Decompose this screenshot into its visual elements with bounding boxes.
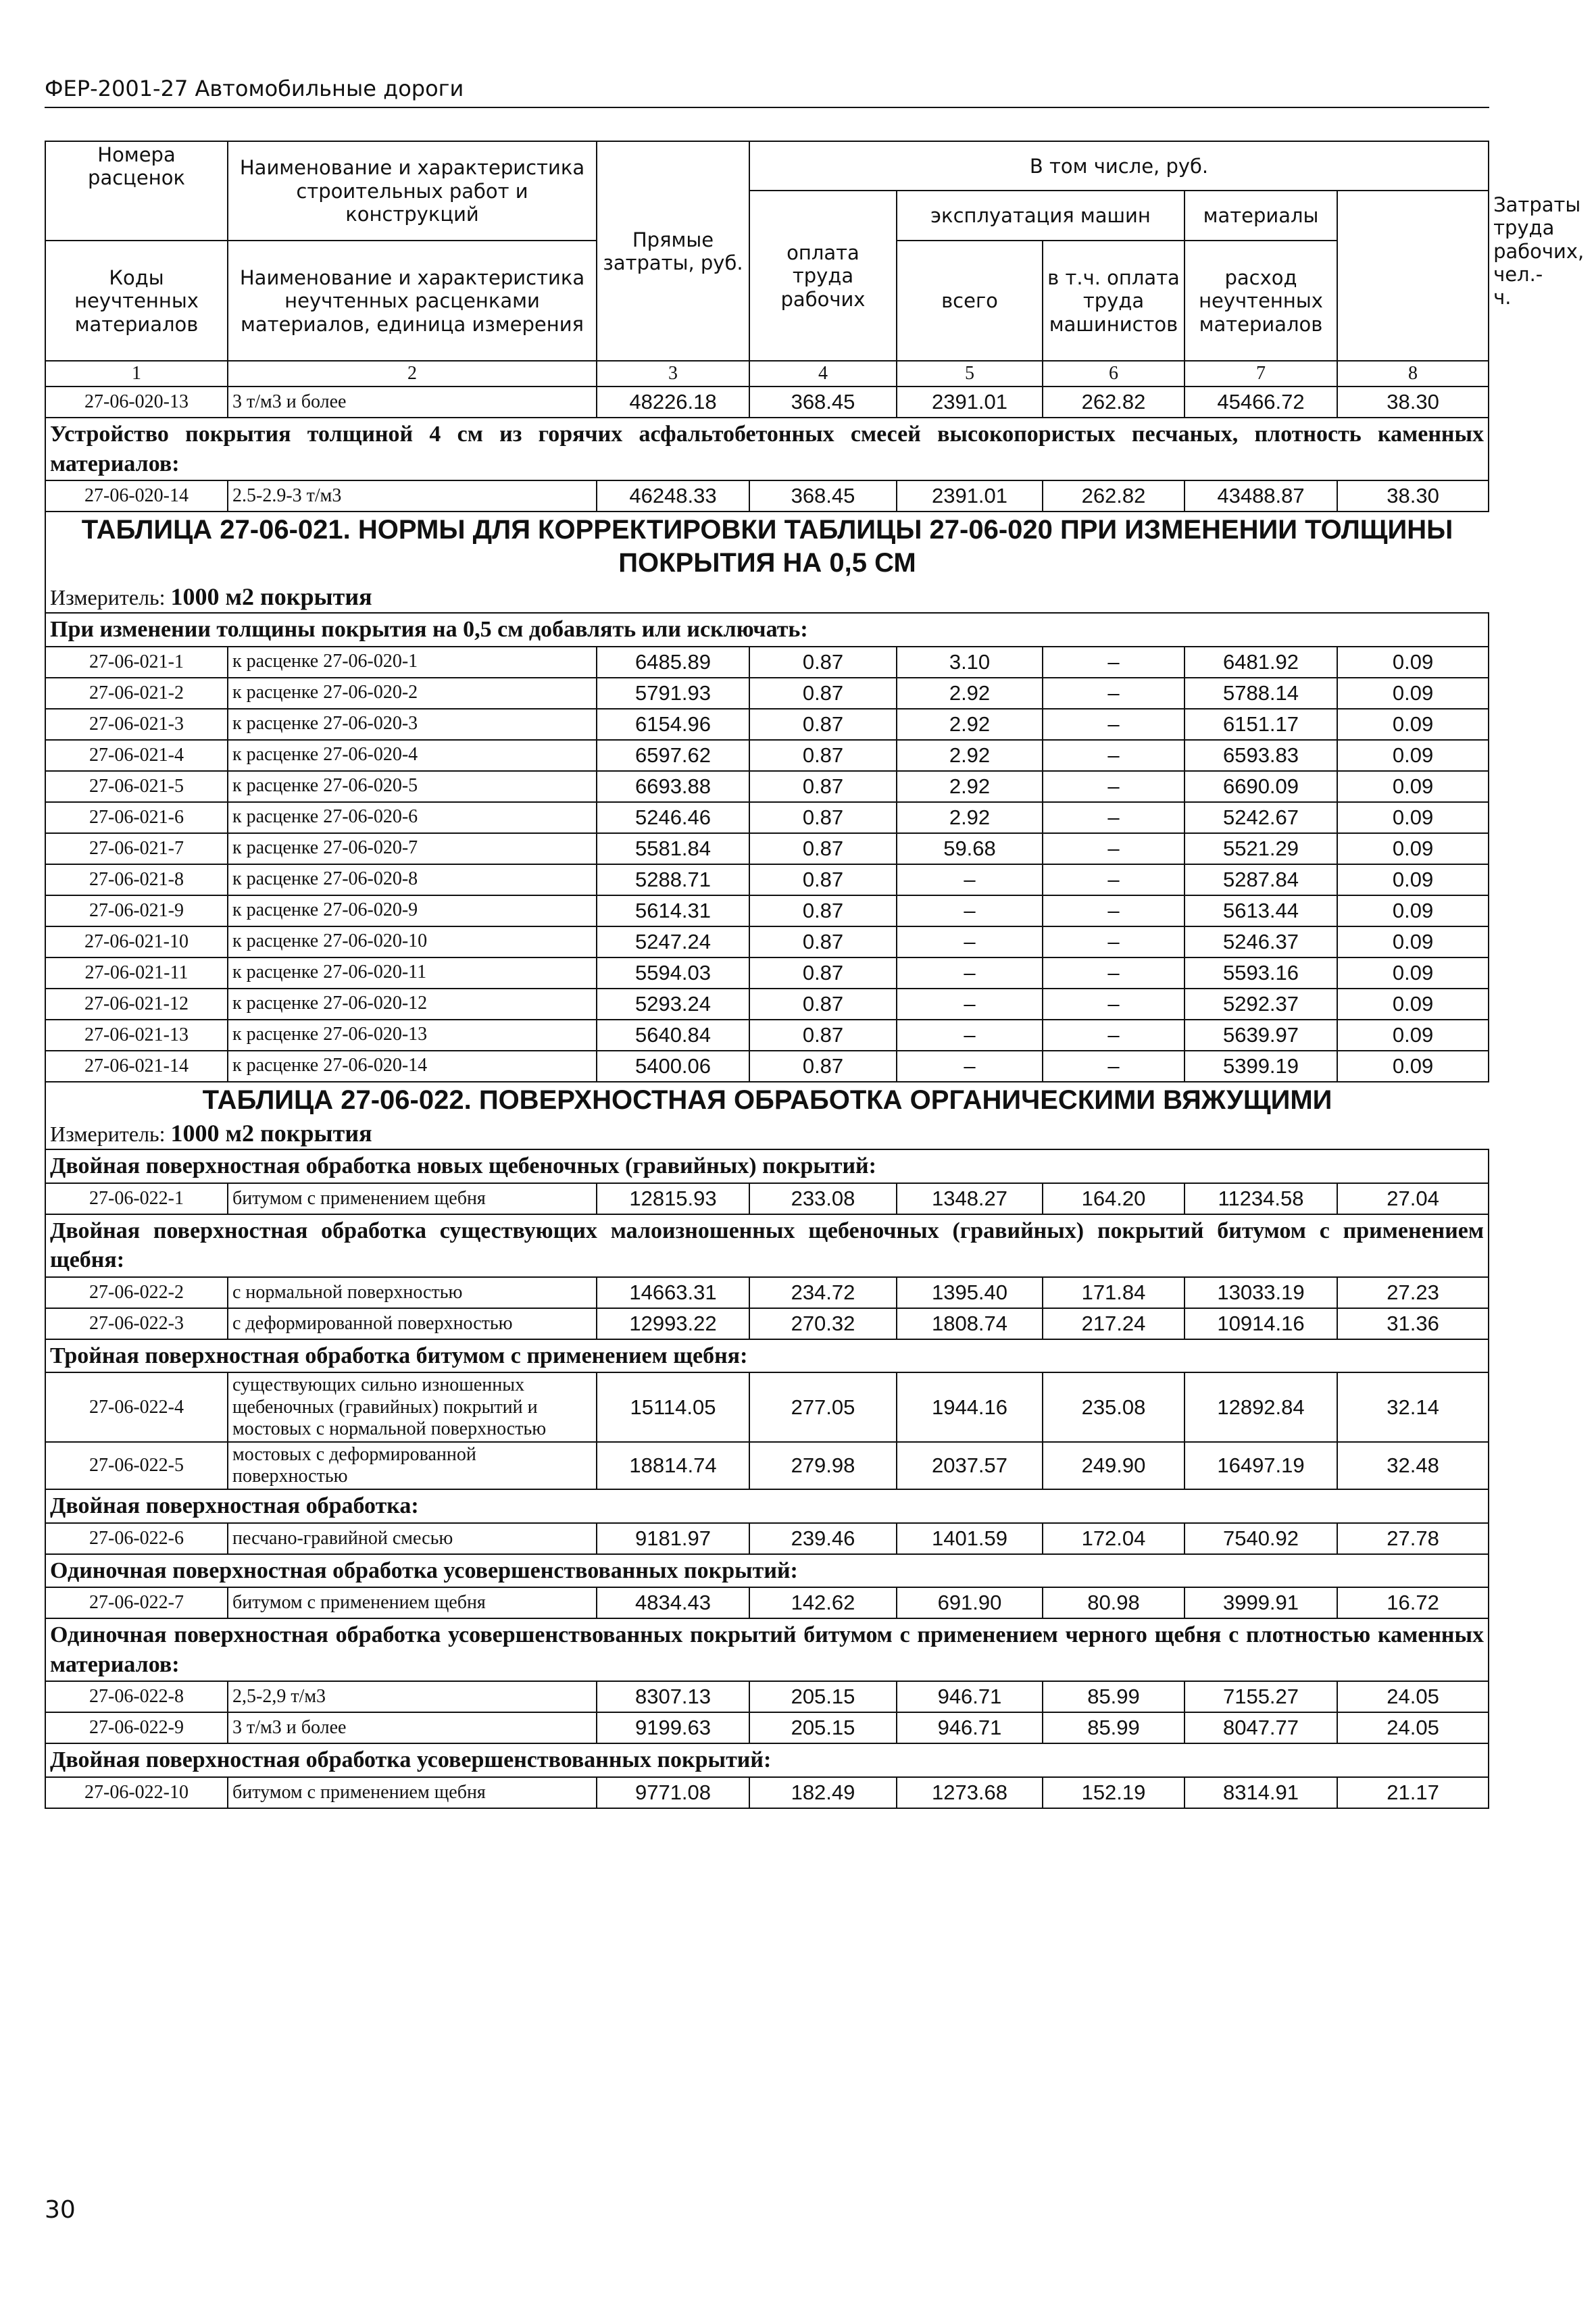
table-row [45, 1308, 1489, 1339]
col-machines-wages: в т.ч. оплата труда машинистов [1043, 241, 1184, 361]
table-row [45, 480, 1489, 512]
wages-cell: 368.45 [749, 387, 897, 418]
table-row [45, 771, 1489, 802]
rate-code: 27-06-021-9 [45, 895, 228, 926]
column-number: 6 [1043, 361, 1184, 387]
section-heading: Одиночная поверхностная обработка усовершенствованных покрытий: [45, 1554, 1489, 1588]
header-rule [45, 107, 1489, 108]
materials-cell: 13033.19 [1184, 1277, 1337, 1308]
col-code-spacer [45, 191, 228, 241]
wages-cell: 0.87 [749, 709, 897, 740]
machines-total-cell: 3.10 [897, 647, 1043, 678]
direct-costs-cell: 5594.03 [597, 957, 749, 989]
rate-code: 27-06-022-3 [45, 1308, 228, 1339]
rate-code: 27-06-021-8 [45, 864, 228, 895]
rate-description: к расценке 27-06-020-3 [228, 709, 597, 740]
machines-total-cell: – [897, 1051, 1043, 1082]
labor-cell: 0.09 [1337, 895, 1489, 926]
machines-total-cell: 946.71 [897, 1712, 1043, 1743]
rate-code: 27-06-022-6 [45, 1523, 228, 1554]
wages-cell: 142.62 [749, 1587, 897, 1618]
table-row [45, 957, 1489, 989]
machines-wages-cell: – [1043, 1051, 1184, 1082]
machines-total-cell: 1401.59 [897, 1523, 1043, 1554]
table-row [45, 864, 1489, 895]
section-heading-row [45, 1743, 1489, 1777]
machines-wages-cell: 80.98 [1043, 1587, 1184, 1618]
section-heading: Одиночная поверхностная обработка усовершенствованных покрытий битумом с применением черного щебня с плотностью каменных материалов: [45, 1618, 1489, 1681]
wages-cell: 0.87 [749, 1051, 897, 1082]
measure-label: Измеритель: [50, 1122, 166, 1147]
machines-total-cell: – [897, 1020, 1043, 1051]
wages-cell: 182.49 [749, 1777, 897, 1808]
labor-cell: 0.09 [1337, 833, 1489, 864]
rate-code: 27-06-021-14 [45, 1051, 228, 1082]
materials-cell: 5292.37 [1184, 989, 1337, 1020]
direct-costs-cell: 14663.31 [597, 1277, 749, 1308]
wages-cell: 270.32 [749, 1308, 897, 1339]
machines-total-cell: 2.92 [897, 771, 1043, 802]
machines-total-cell: 946.71 [897, 1681, 1043, 1712]
rate-code: 27-06-021-11 [45, 957, 228, 989]
table-title: ТАБЛИЦА 27-06-022. ПОВЕРХНОСТНАЯ ОБРАБОТКА ОРГАНИЧЕСКИМИ ВЯЖУЩИМИ [45, 1082, 1489, 1118]
rate-code: 27-06-022-4 [45, 1372, 228, 1442]
direct-costs-cell: 9199.63 [597, 1712, 749, 1743]
labor-cell: 0.09 [1337, 1051, 1489, 1082]
table-row [45, 1681, 1489, 1712]
rate-code: 27-06-022-9 [45, 1712, 228, 1743]
labor-cell: 21.17 [1337, 1777, 1489, 1808]
rate-description: к расценке 27-06-020-14 [228, 1051, 597, 1082]
machines-wages-cell: – [1043, 1020, 1184, 1051]
materials-cell: 11234.58 [1184, 1183, 1337, 1214]
labor-cell: 27.23 [1337, 1277, 1489, 1308]
rate-code: 27-06-021-6 [45, 802, 228, 833]
wages-cell: 205.15 [749, 1712, 897, 1743]
rate-description: битумом с применением щебня [228, 1777, 597, 1808]
col-machines-group: эксплуатация машин [897, 191, 1184, 241]
machines-wages-cell: 164.20 [1043, 1183, 1184, 1214]
rates-table: Номера расценок Наименование и характеристика строительных работ и конструкций Прямые затраты, руб. В том числе, руб. Затраты труда рабочих, чел.-ч. оплата труда рабочих эксплуатация машин материалы Коды неучтенных материалов Наименование и характеристика неучтенных расценками материалов, единица измерения всего в т.ч. оплата труда машинистов расход неучтенных материалов 1 2 3 4 5 6 7 8 27-06-020-13 3 т/м3 и более 48226.18 368.45 2391.01 262.82 45466.72 38.30 Устройство покрытия толщиной 4 см из горячих асфальтобетонных смесей высокопористых песчаных, плотность каменных материалов: 27-06-020-14 2.5-2.9-3 т/м3 46248.33 368.45 2391.01 262.82 43488.87 38.30 ТАБЛИЦА 27-06-021. НОРМЫ ДЛЯ КОРРЕКТИРОВКИ ТАБЛИЦЫ 27-06-020 ПРИ ИЗМЕНЕНИИ ТОЛЩИНЫ ПОКРЫТИЯ НА 0,5 СМ Измеритель: 1000 м2 покрытия При изменении толщины покрытия на 0,5 см добавлять или исключать: 27-06-021-1 к расценке 27-06-020-1 6485.89 0.87 3.10 – 6481.92 0.09 27-06-021-2 к расценке 27-06-020-2 5791.93 0.87 2.92 – 5788.14 0.09 27-06-021-3 к расценке 27-06-020-3 6154.96 0.87 2.92 – 6151.17 0.09 27-06-021-4 к расценке 27-06-020-4 6597.62 0.87 2.92 – 6593.83 0.09 27-06-021-5 к расценке 27-06-020-5 6693.88 0.87 2.92 – 6690.09 0.09 27-06-021-6 к расценке 27-06-020-6 5246.46 0.87 2.92 – 5242.67 0.09 27-06-021-7 к расценке 27-06-020-7 5581.84 0.87 59.68 – 5521.29 0.09 27-06-021-8 к расценке 27-06-020-8 5288.71 0.87 – – 5287.84 0.09 27-06-021-9 к расценке 27-06-020-9 5614.31 0.87 – – 5613.44 0.09 27-06-021-10 к расценке 27-06-020-10 5247.24 0.87 – – 5246.37 0.09 27-06-021-11 к расценке 27-06-020-11 5594.03 0.87 – – 5593.16 0.09 27-06-021-12 к расценке 27-06-020-12 5293.24 0.87 – – 5292.37 0.09 27-06-021-13 к расценке 27-06-020-13 5640.84 0.87 – – 5639.97 0.09 27-06-021-14 к расценке 27-06-020-14 5400.06 0.87 – – 5399.19 0.09 ТАБЛИЦА 27-06-022. ПОВЕРХНОСТНАЯ ОБРАБОТКА ОРГАНИЧЕСКИМИ ВЯЖУЩИМИ Измеритель: 1000 м2 покрытия Двойная поверхностная обработка новых щебеночных (гравийных) покрытий: 27-06-022-1 битумом с применением щебня 12815.93 233.08 1348.27 164.20 11234.58 27.04 Двойная поверхностная обработка существующих малоизношенных щебеночных (гравийных) покрытий битумом с применением щебня: 27-06-022-2 с нормальной поверхностью 14663.31 234.72 1395.40 171.84 13033.19 27.23 27-06-022-3 с деформированной поверхностью 12993.22 270.32 1808.74 217.24 10914.16 31.36 Тройная поверхностная обработка битумом с применением щебня: 27-06-022-4 существующих сильно изношенных щебеночных (гравийных) покрытий и мостовых с нормальной поверхностью 15114.05 277.05 1944.16 235.08 12892.84 32.14 27-06-022-5 мостовых с деформированной поверхностью 18814.74 279.98 2037.57 249.90 16497.19 32.48 Двойная поверхностная обработка: 27-06-022-6 песчано-гравийной смесью 9181.97 239.46 1401.59 172.04 7540.92 27.78 Одиночная поверхностная обработка усовершенствованных покрытий: 27-06-022-7 битумом с применением щебня 4834.43 142.62 691.90 80.98 3999.91 16.72 Одиночная поверхностная обработка усовершенствованных покрытий битумом с применением черного щебня с плотностью каменных материалов: 27-06-022-8 2,5-2,9 т/м3 8307.13 205.15 946.71 85.99 7155.27 24.05 27-06-022-9 3 т/м3 и более 9199.63 205.15 946.71 85.99 8047.77 24.05 Двойная поверхностная обработка усовершенствованных покрытий: 27-06-022-10 битумом с применением щебня 9771.08 182.49 1273.68 152.19 8314.91 21.17 [45, 141, 1489, 1809]
section-heading-row [45, 613, 1489, 647]
column-number: 3 [597, 361, 749, 387]
rate-description: 3 т/м3 и более [228, 387, 597, 418]
wages-cell: 0.87 [749, 957, 897, 989]
rate-description: битумом с применением щебня [228, 1183, 597, 1214]
direct-costs-cell: 46248.33 [597, 480, 749, 512]
col-materials-unaccounted: расход неучтенных материалов [1184, 241, 1337, 361]
machines-wages-cell: – [1043, 895, 1184, 926]
machines-total-cell: – [897, 926, 1043, 957]
wages-cell: 0.87 [749, 740, 897, 771]
direct-costs-cell: 9181.97 [597, 1523, 749, 1554]
direct-costs-cell: 18814.74 [597, 1442, 749, 1489]
section-heading: Двойная поверхностная обработка усовершенствованных покрытий: [45, 1743, 1489, 1777]
rate-description: к расценке 27-06-020-1 [228, 647, 597, 678]
labor-cell: 0.09 [1337, 864, 1489, 895]
table-body [45, 387, 1489, 1808]
section-heading-row [45, 1554, 1489, 1588]
rate-description: битумом с применением щебня [228, 1587, 597, 1618]
wages-cell: 0.87 [749, 802, 897, 833]
materials-cell: 5613.44 [1184, 895, 1337, 926]
table-row [45, 895, 1489, 926]
machines-wages-cell: – [1043, 864, 1184, 895]
col-materials-group: материалы [1184, 191, 1337, 241]
rate-description: с деформированной поверхностью [228, 1308, 597, 1339]
machines-total-cell: 1944.16 [897, 1372, 1043, 1442]
materials-cell: 6481.92 [1184, 647, 1337, 678]
machines-wages-cell: – [1043, 740, 1184, 771]
column-number: 1 [45, 361, 228, 387]
machines-total-cell: – [897, 895, 1043, 926]
machines-wages-cell: – [1043, 833, 1184, 864]
table-row [45, 1777, 1489, 1808]
labor-cell: 0.09 [1337, 771, 1489, 802]
table-row [45, 1587, 1489, 1618]
labor-cell: 0.09 [1337, 926, 1489, 957]
rate-code: 27-06-021-2 [45, 678, 228, 709]
col-name-bottom: Наименование и характеристика неучтенных расценками материалов, единица измерения [228, 241, 597, 361]
materials-cell: 5246.37 [1184, 926, 1337, 957]
direct-costs-cell: 5581.84 [597, 833, 749, 864]
wages-cell: 234.72 [749, 1277, 897, 1308]
table-title-row [45, 512, 1489, 581]
materials-cell: 8314.91 [1184, 1777, 1337, 1808]
labor-cell: 32.48 [1337, 1442, 1489, 1489]
table-title: ТАБЛИЦА 27-06-021. НОРМЫ ДЛЯ КОРРЕКТИРОВКИ ТАБЛИЦЫ 27-06-020 ПРИ ИЗМЕНЕНИИ ТОЛЩИНЫ ПОКРЫТИЯ НА 0,5 СМ [45, 512, 1489, 581]
labor-cell: 0.09 [1337, 678, 1489, 709]
machines-total-cell: 2037.57 [897, 1442, 1043, 1489]
labor-cell: 0.09 [1337, 989, 1489, 1020]
rate-description: песчано-гравийной смесью [228, 1523, 597, 1554]
rate-code: 27-06-021-1 [45, 647, 228, 678]
table-row [45, 387, 1489, 418]
rate-description: к расценке 27-06-020-7 [228, 833, 597, 864]
measure-label: Измеритель: [50, 585, 166, 610]
machines-wages-cell: – [1043, 802, 1184, 833]
materials-cell: 5788.14 [1184, 678, 1337, 709]
rate-code: 27-06-021-5 [45, 771, 228, 802]
rate-description: к расценке 27-06-020-10 [228, 926, 597, 957]
table-title-row [45, 1082, 1489, 1118]
machines-wages-cell: – [1043, 709, 1184, 740]
table-row [45, 1277, 1489, 1308]
machines-wages-cell: 85.99 [1043, 1712, 1184, 1743]
wages-cell: 0.87 [749, 895, 897, 926]
table-row [45, 1712, 1489, 1743]
machines-total-cell: 691.90 [897, 1587, 1043, 1618]
labor-cell: 24.05 [1337, 1681, 1489, 1712]
machines-total-cell: 2391.01 [897, 387, 1043, 418]
section-heading-row [45, 1618, 1489, 1681]
table-row [45, 709, 1489, 740]
materials-cell: 16497.19 [1184, 1442, 1337, 1489]
labor-cell: 27.78 [1337, 1523, 1489, 1554]
materials-cell: 3999.91 [1184, 1587, 1337, 1618]
direct-costs-cell: 9771.08 [597, 1777, 749, 1808]
labor-cell: 31.36 [1337, 1308, 1489, 1339]
col-name-top: Наименование и характеристика строительных работ и конструкций [228, 141, 597, 241]
machines-wages-cell: 249.90 [1043, 1442, 1184, 1489]
rate-code: 27-06-022-10 [45, 1777, 228, 1808]
section-heading: Двойная поверхностная обработка: [45, 1489, 1489, 1523]
col-code-bottom: Коды неучтенных материалов [45, 241, 228, 361]
rate-code: 27-06-022-2 [45, 1277, 228, 1308]
direct-costs-cell: 48226.18 [597, 387, 749, 418]
wages-cell: 279.98 [749, 1442, 897, 1489]
section-heading-row [45, 1214, 1489, 1277]
direct-costs-cell: 8307.13 [597, 1681, 749, 1712]
rate-description: с нормальной поверхностью [228, 1277, 597, 1308]
materials-cell: 7540.92 [1184, 1523, 1337, 1554]
machines-wages-cell: – [1043, 678, 1184, 709]
rate-code: 27-06-020-14 [45, 480, 228, 512]
machines-total-cell: 2.92 [897, 678, 1043, 709]
labor-cell: 24.05 [1337, 1712, 1489, 1743]
direct-costs-cell: 5400.06 [597, 1051, 749, 1082]
direct-costs-cell: 12993.22 [597, 1308, 749, 1339]
materials-cell: 5242.67 [1184, 802, 1337, 833]
rate-description: к расценке 27-06-020-4 [228, 740, 597, 771]
rate-code: 27-06-021-12 [45, 989, 228, 1020]
rate-code: 27-06-021-10 [45, 926, 228, 957]
wages-cell: 368.45 [749, 480, 897, 512]
machines-wages-cell: – [1043, 926, 1184, 957]
labor-cell: 16.72 [1337, 1587, 1489, 1618]
materials-cell: 5287.84 [1184, 864, 1337, 895]
direct-costs-cell: 12815.93 [597, 1183, 749, 1214]
wages-cell: 0.87 [749, 771, 897, 802]
wages-cell: 0.87 [749, 926, 897, 957]
machines-total-cell: 2.92 [897, 740, 1043, 771]
labor-cell: 0.09 [1337, 740, 1489, 771]
machines-total-cell: – [897, 957, 1043, 989]
machines-wages-cell: 172.04 [1043, 1523, 1184, 1554]
column-number: 2 [228, 361, 597, 387]
direct-costs-cell: 6597.62 [597, 740, 749, 771]
machines-wages-cell: 171.84 [1043, 1277, 1184, 1308]
machines-total-cell: 1273.68 [897, 1777, 1043, 1808]
table-row [45, 647, 1489, 678]
machines-wages-cell: 262.82 [1043, 387, 1184, 418]
rate-description: мостовых с деформированной поверхностью [228, 1442, 597, 1489]
wages-cell: 0.87 [749, 864, 897, 895]
page-number: 30 [45, 2196, 76, 2224]
materials-cell: 10914.16 [1184, 1308, 1337, 1339]
machines-wages-cell: 152.19 [1043, 1777, 1184, 1808]
labor-cell: 38.30 [1337, 387, 1489, 418]
labor-cell: 0.09 [1337, 1020, 1489, 1051]
table-row [45, 1442, 1489, 1489]
rate-description: к расценке 27-06-020-5 [228, 771, 597, 802]
table-row [45, 1372, 1489, 1442]
wages-cell: 205.15 [749, 1681, 897, 1712]
table-row [45, 740, 1489, 771]
machines-total-cell: 2.92 [897, 709, 1043, 740]
labor-cell: 0.09 [1337, 647, 1489, 678]
wages-cell: 277.05 [749, 1372, 897, 1442]
direct-costs-cell: 5246.46 [597, 802, 749, 833]
rate-description: к расценке 27-06-020-9 [228, 895, 597, 926]
rate-description: к расценке 27-06-020-12 [228, 989, 597, 1020]
machines-total-cell: – [897, 989, 1043, 1020]
rate-code: 27-06-022-8 [45, 1681, 228, 1712]
col-code-top: Номера расценок [45, 141, 228, 191]
labor-cell: 38.30 [1337, 480, 1489, 512]
machines-wages-cell: – [1043, 957, 1184, 989]
measure-row [45, 1118, 1489, 1149]
section-heading: При изменении толщины покрытия на 0,5 см добавлять или исключать: [45, 613, 1489, 647]
rate-description: 2,5-2,9 т/м3 [228, 1681, 597, 1712]
direct-costs-cell: 5288.71 [597, 864, 749, 895]
machines-total-cell: 1348.27 [897, 1183, 1043, 1214]
rate-code: 27-06-020-13 [45, 387, 228, 418]
rate-description: к расценке 27-06-020-2 [228, 678, 597, 709]
labor-cell: 0.09 [1337, 802, 1489, 833]
materials-cell: 5593.16 [1184, 957, 1337, 989]
machines-total-cell: 2391.01 [897, 480, 1043, 512]
materials-cell: 8047.77 [1184, 1712, 1337, 1743]
measure-unit [45, 1118, 1489, 1149]
direct-costs-cell: 5640.84 [597, 1020, 749, 1051]
wages-cell: 0.87 [749, 989, 897, 1020]
materials-cell: 5521.29 [1184, 833, 1337, 864]
materials-cell: 5399.19 [1184, 1051, 1337, 1082]
machines-total-cell: 2.92 [897, 802, 1043, 833]
col-direct-costs: Прямые затраты, руб. [597, 141, 749, 361]
section-heading-row [45, 1149, 1489, 1183]
measure-value: 1000 м2 покрытия [170, 583, 372, 611]
materials-cell: 45466.72 [1184, 387, 1337, 418]
rate-code: 27-06-021-4 [45, 740, 228, 771]
direct-costs-cell: 4834.43 [597, 1587, 749, 1618]
direct-costs-cell: 5614.31 [597, 895, 749, 926]
materials-cell: 6593.83 [1184, 740, 1337, 771]
materials-cell: 7155.27 [1184, 1681, 1337, 1712]
rate-description: существующих сильно изношенных щебеночных (гравийных) покрытий и мостовых с нормальной поверхностью [228, 1372, 597, 1442]
machines-wages-cell: – [1043, 771, 1184, 802]
machines-total-cell: 1395.40 [897, 1277, 1043, 1308]
labor-cell: 32.14 [1337, 1372, 1489, 1442]
rate-description: к расценке 27-06-020-8 [228, 864, 597, 895]
wages-cell: 239.46 [749, 1523, 897, 1554]
table-row [45, 1020, 1489, 1051]
machines-wages-cell: – [1043, 989, 1184, 1020]
col-machines-total: всего [897, 241, 1043, 361]
col-incl-group: В том числе, руб. [749, 141, 1489, 191]
measure-row [45, 581, 1489, 613]
table-row [45, 989, 1489, 1020]
wages-cell: 0.87 [749, 647, 897, 678]
rate-code: 27-06-021-13 [45, 1020, 228, 1051]
section-heading: Тройная поверхностная обработка битумом с применением щебня: [45, 1339, 1489, 1373]
wages-cell: 233.08 [749, 1183, 897, 1214]
direct-costs-cell: 15114.05 [597, 1372, 749, 1442]
labor-cell: 0.09 [1337, 957, 1489, 989]
machines-total-cell: – [897, 864, 1043, 895]
rate-code: 27-06-021-7 [45, 833, 228, 864]
table-row [45, 926, 1489, 957]
materials-cell: 12892.84 [1184, 1372, 1337, 1442]
rate-code: 27-06-022-1 [45, 1183, 228, 1214]
rate-description: к расценке 27-06-020-6 [228, 802, 597, 833]
machines-wages-cell: 85.99 [1043, 1681, 1184, 1712]
running-header: ФЕР-2001-27 Автомобильные дороги [45, 76, 464, 101]
labor-cell: 27.04 [1337, 1183, 1489, 1214]
table-row [45, 802, 1489, 833]
table-row [45, 1523, 1489, 1554]
direct-costs-cell: 5791.93 [597, 678, 749, 709]
wages-cell: 0.87 [749, 833, 897, 864]
rate-description: 3 т/м3 и более [228, 1712, 597, 1743]
col-wages: оплата труда рабочих [749, 191, 897, 361]
table-row [45, 1051, 1489, 1082]
section-heading-row [45, 1489, 1489, 1523]
materials-cell: 5639.97 [1184, 1020, 1337, 1051]
section-heading: Устройство покрытия толщиной 4 см из горячих асфальтобетонных смесей высокопористых песчаных, плотность каменных материалов: [45, 418, 1489, 480]
table-row [45, 1183, 1489, 1214]
materials-cell: 6151.17 [1184, 709, 1337, 740]
table-row [45, 833, 1489, 864]
rate-description: к расценке 27-06-020-13 [228, 1020, 597, 1051]
wages-cell: 0.87 [749, 678, 897, 709]
machines-wages-cell: – [1043, 647, 1184, 678]
section-heading: Двойная поверхностная обработка существующих малоизношенных щебеночных (гравийных) покрытий битумом с применением щебня: [45, 1214, 1489, 1277]
column-number-row [45, 361, 1489, 387]
materials-cell: 6690.09 [1184, 771, 1337, 802]
direct-costs-cell: 6154.96 [597, 709, 749, 740]
machines-total-cell: 59.68 [897, 833, 1043, 864]
direct-costs-cell: 5247.24 [597, 926, 749, 957]
section-heading-row [45, 418, 1489, 480]
section-heading-row [45, 1339, 1489, 1373]
direct-costs-cell: 6485.89 [597, 647, 749, 678]
rate-description: 2.5-2.9-3 т/м3 [228, 480, 597, 512]
measure-unit [45, 581, 1489, 613]
materials-cell: 43488.87 [1184, 480, 1337, 512]
column-number: 8 [1337, 361, 1489, 387]
direct-costs-cell: 5293.24 [597, 989, 749, 1020]
machines-wages-cell: 235.08 [1043, 1372, 1184, 1442]
rate-code: 27-06-022-7 [45, 1587, 228, 1618]
column-number: 5 [897, 361, 1043, 387]
section-heading: Двойная поверхностная обработка новых щебеночных (гравийных) покрытий: [45, 1149, 1489, 1183]
machines-wages-cell: 217.24 [1043, 1308, 1184, 1339]
rate-description: к расценке 27-06-020-11 [228, 957, 597, 989]
table-row [45, 678, 1489, 709]
rate-code: 27-06-022-5 [45, 1442, 228, 1489]
measure-value: 1000 м2 покрытия [170, 1120, 372, 1147]
labor-cell: 0.09 [1337, 709, 1489, 740]
column-number: 4 [749, 361, 897, 387]
direct-costs-cell: 6693.88 [597, 771, 749, 802]
machines-total-cell: 1808.74 [897, 1308, 1043, 1339]
column-number: 7 [1184, 361, 1337, 387]
machines-wages-cell: 262.82 [1043, 480, 1184, 512]
wages-cell: 0.87 [749, 1020, 897, 1051]
rate-code: 27-06-021-3 [45, 709, 228, 740]
